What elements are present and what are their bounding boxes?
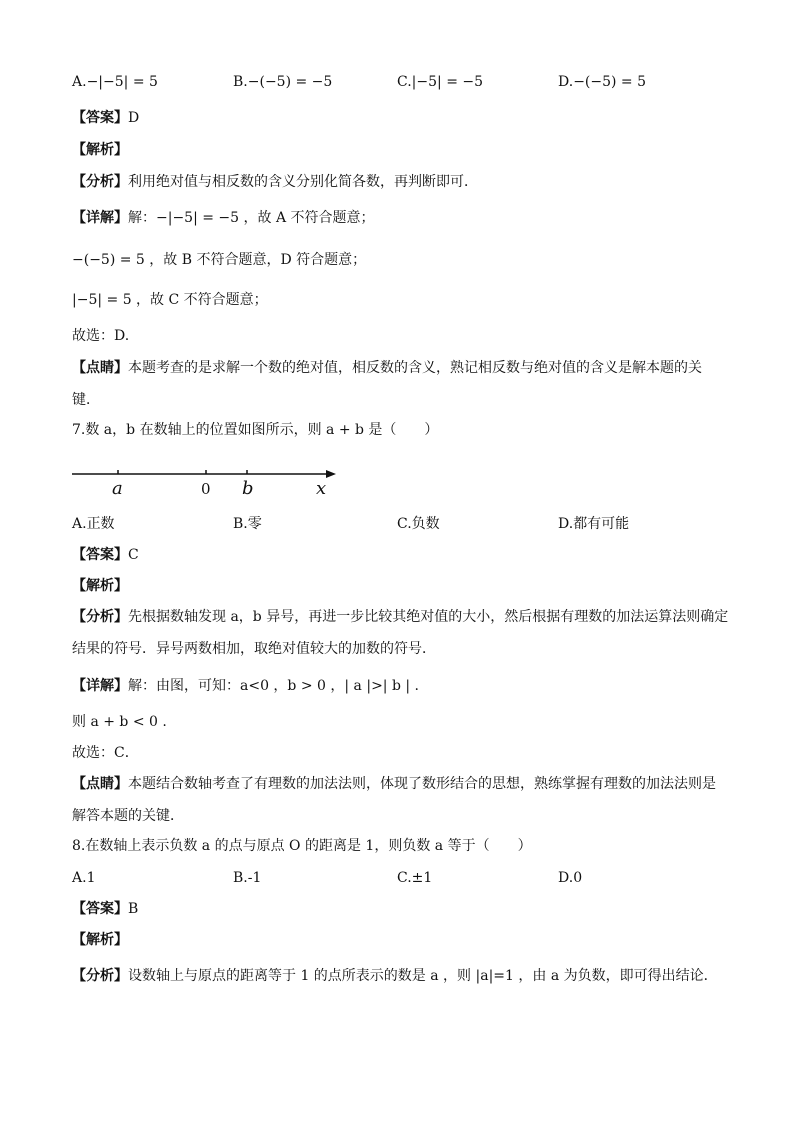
q7-option-c: C.负数 xyxy=(397,516,440,532)
q8-option-b: B.-1 xyxy=(233,870,262,886)
q7-dianjing-2: 解答本题的关键． xyxy=(72,808,184,824)
q6-xiangjie-1: 【详解】解：−|−5| = −5 ，故 A 不符合题意； xyxy=(72,210,375,226)
q7-option-a: A.正数 xyxy=(72,516,115,532)
q6-xiangjie-2: −(−5) = 5 ，故 B 不符合题意，D 符合题意； xyxy=(72,252,367,268)
q7-guxuan: 故选：C． xyxy=(72,745,139,761)
q7-answer: 【答案】C xyxy=(72,547,139,563)
q8-stem: 8.在数轴上表示负数 a 的点与原点 O 的距离是 1，则负数 a 等于（ ） xyxy=(72,838,532,854)
label-x: x xyxy=(316,478,327,499)
q7-xiangjie-2: 则 a + b < 0 . xyxy=(72,714,167,730)
q7-xiangjie-1: 【详解】解：由图，可知：a<0 ，b > 0 ，| a |>| b | . xyxy=(72,678,419,694)
q6-option-d: D.−(−5) = 5 xyxy=(558,74,647,90)
q8-jiexi-heading: 【解析】 xyxy=(72,932,128,948)
q6-option-c: C.|−5| = −5 xyxy=(397,74,484,90)
q6-guxuan: 故选：D. xyxy=(72,328,130,344)
q7-dianjing-1: 【点睛】本题结合数轴考查了有理数的加法法则，体现了数形结合的思想，熟练掌握有理数的加法法则是 xyxy=(72,776,716,792)
q7-option-b: B.零 xyxy=(233,516,262,532)
q7-option-d: D.都有可能 xyxy=(558,516,630,532)
q6-answer: 【答案】D xyxy=(72,110,140,126)
q6-fenxi: 【分析】利用绝对值与相反数的含义分别化简各数，再判断即可． xyxy=(72,174,478,190)
q6-dianjing-1: 【点睛】本题考查的是求解一个数的绝对值，相反数的含义，熟记相反数与绝对值的含义是解本题的关 xyxy=(72,360,702,376)
q6-option-b: B.−(−5) = −5 xyxy=(233,74,333,90)
q8-answer: 【答案】B xyxy=(72,901,139,917)
q8-option-d: D.0 xyxy=(558,870,583,886)
label-b: b xyxy=(242,478,254,499)
label-a: a xyxy=(112,478,123,499)
q7-jiexi-heading: 【解析】 xyxy=(72,578,128,594)
q7-stem: 7.数 a，b 在数轴上的位置如图所示，则 a + b 是（ ） xyxy=(72,422,439,438)
number-line-arrow xyxy=(326,470,336,478)
q7-fenxi-1: 【分析】先根据数轴发现 a，b 异号，再进一步比较其绝对值的大小，然后根据有理数的加法运算法则确定 xyxy=(72,609,729,625)
q7-fenxi-2: 结果的符号．异号两数相加，取绝对值较大的加数的符号． xyxy=(72,641,436,657)
q6-option-a: A.−|−5| = 5 xyxy=(72,74,158,90)
q8-fenxi: 【分析】设数轴上与原点的距离等于 1 的点所表示的数是 a ，则 |a|=1 ，由 a 为负数，即可得出结论． xyxy=(72,968,718,984)
q6-dianjing-2: 键． xyxy=(72,392,100,408)
q8-option-c: C.±1 xyxy=(397,870,433,886)
q6-xiangjie-3: |−5| = 5 ，故 C 不符合题意； xyxy=(72,292,268,308)
label-zero: 0 xyxy=(201,480,211,498)
q8-option-a: A.1 xyxy=(72,870,96,886)
q6-jiexi-heading: 【解析】 xyxy=(72,142,128,158)
